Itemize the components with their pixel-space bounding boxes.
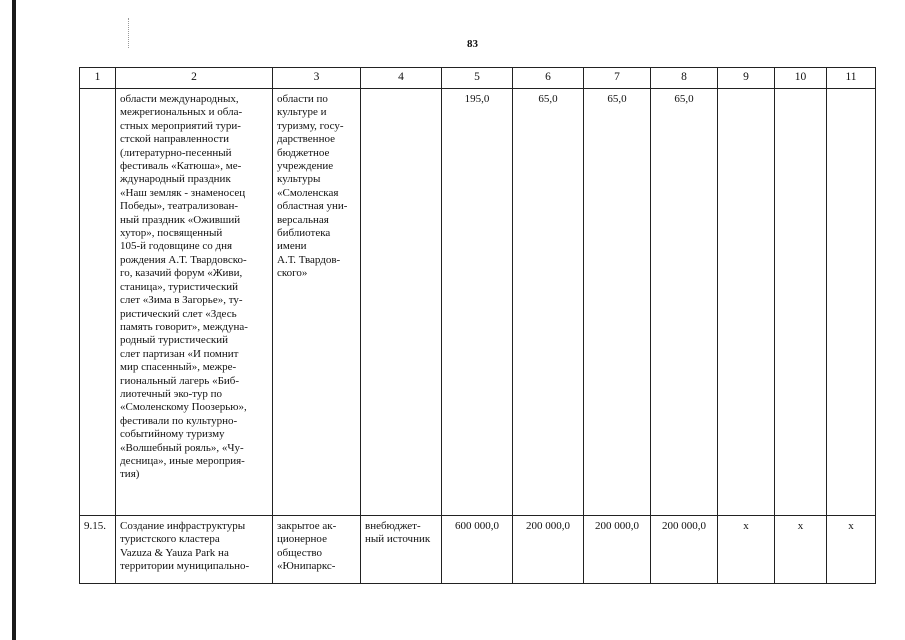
indicator-cell — [718, 89, 775, 516]
indicator-cell: x — [718, 516, 775, 584]
indicator-cell — [827, 89, 876, 516]
header-cell: 5 — [442, 68, 513, 89]
row-number — [80, 89, 116, 516]
amount-total: 195,0 — [442, 89, 513, 516]
page-number: 83 — [467, 38, 478, 50]
header-cell: 10 — [775, 68, 827, 89]
header-cell: 4 — [361, 68, 442, 89]
indicator-cell — [775, 89, 827, 516]
row-number: 9.15. — [80, 516, 116, 584]
table-row — [80, 516, 876, 584]
amount-year-2: 200 000,0 — [584, 516, 651, 584]
indicator-cell: x — [775, 516, 827, 584]
header-cell: 11 — [827, 68, 876, 89]
amount-year-2: 65,0 — [584, 89, 651, 516]
header-cell: 7 — [584, 68, 651, 89]
activity-description: области международных, межрегиональных и обла- стных мероприятий тури- стской направленности (литературно-песенный фестиваль «Катюша», ме- ждународный праздник «Наш земляк - знаменосец Победы», театрализован- ный праздник «Оживший хутор», посвященный 105-й годовщине со дня рождения А.Т. Твардовско- го, казачий форум «Живи, станица», туристический слет «Зима в Загорье», ту- ристический слет «Здесь память говорит», междуна- родный туристический слет партизан «И помнит мир спасенный», межре- гиональный лагерь «Биб- лиотечный эко-тур по «Смоленскому Поозерью», фестивали по культурно- событийному туризму «Волшебный рояль», «Чу- десница», иные мероприя- тия) — [116, 89, 273, 516]
activity-description: Создание инфраструктуры туристского кластера Vazuza & Yauza Park на территории муниципально- — [116, 516, 273, 584]
header-row — [80, 68, 876, 89]
page-edge-bar — [12, 0, 16, 640]
header-cell: 9 — [718, 68, 775, 89]
executor: области по культуре и туризму, госу- дарственное бюджетное учреждение культуры «Смоленская областная уни- версальная библиотека имени А.Т. Твардов- ского» — [273, 89, 361, 516]
header-cell: 3 — [273, 68, 361, 89]
executor: закрытое ак- ционерное общество «Юнипаркс- — [273, 516, 361, 584]
amount-year-1: 65,0 — [513, 89, 584, 516]
indicator-cell: x — [827, 516, 876, 584]
amount-year-3: 200 000,0 — [651, 516, 718, 584]
header-cell: 8 — [651, 68, 718, 89]
amount-year-1: 200 000,0 — [513, 516, 584, 584]
amount-year-3: 65,0 — [651, 89, 718, 516]
header-cell: 1 — [80, 68, 116, 89]
funding-source — [361, 89, 442, 516]
data-table — [79, 67, 876, 584]
funding-source: внебюджет- ный источник — [361, 516, 442, 584]
table-row — [80, 89, 876, 516]
amount-total: 600 000,0 — [442, 516, 513, 584]
header-cell: 2 — [116, 68, 273, 89]
header-cell: 6 — [513, 68, 584, 89]
